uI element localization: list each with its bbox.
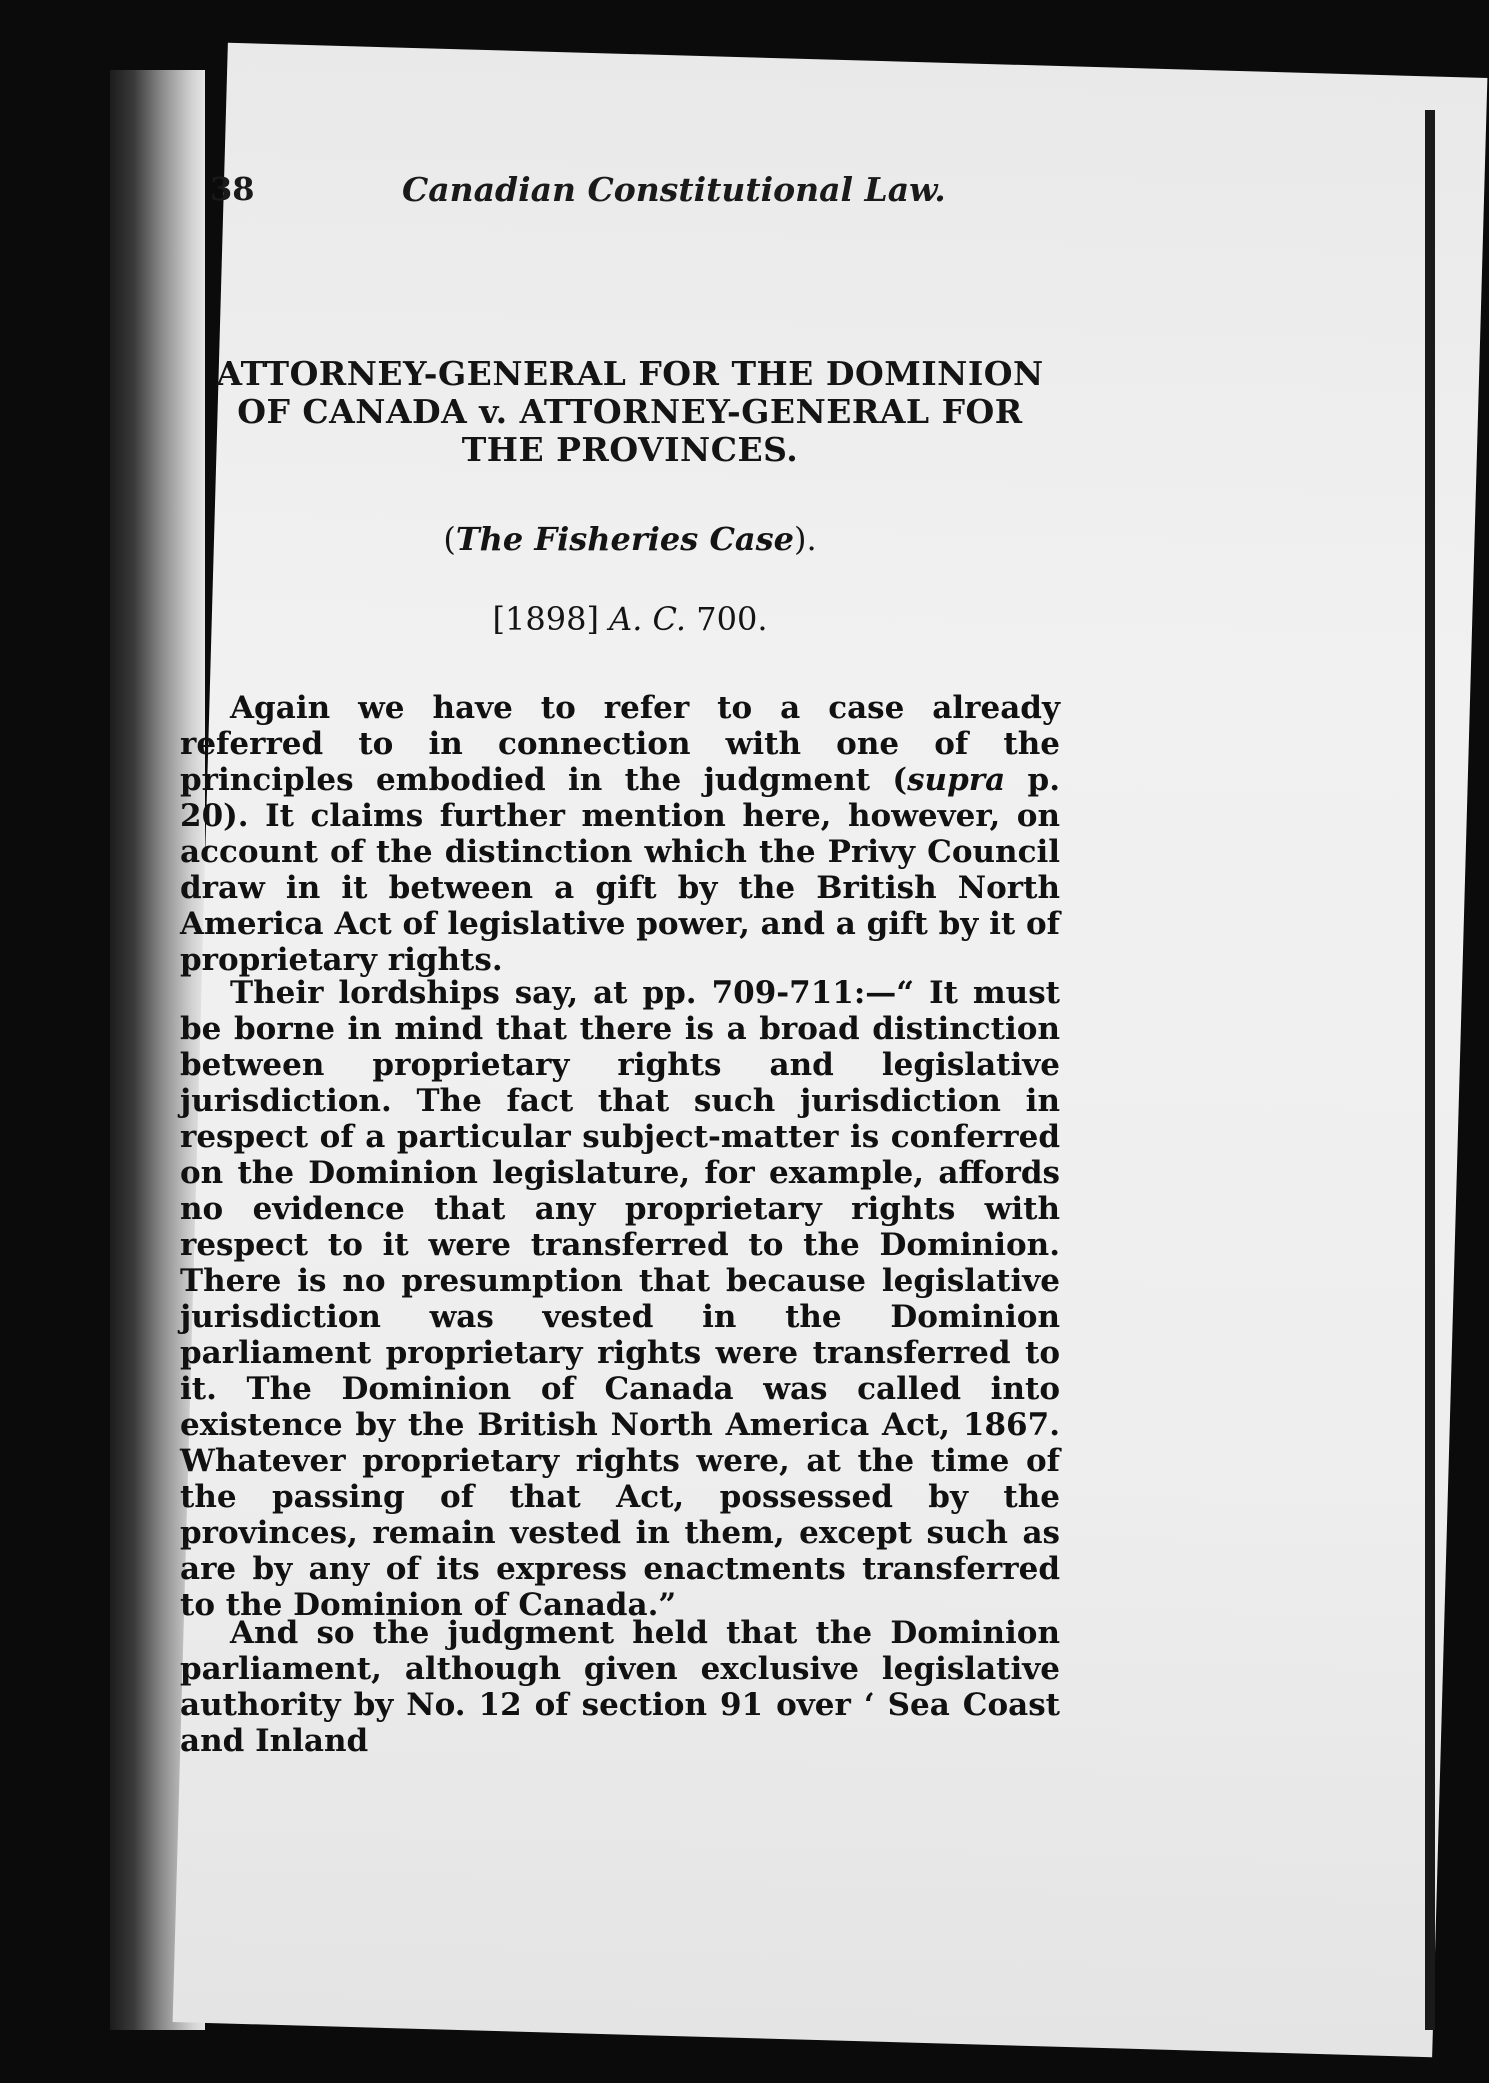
paragraph-conclusion: And so the judgment held that the Dominion parliament, although given exclusive legislative authority by No. 12 of section 91 over ‘ Sea Coast and Inland (180, 1615, 1060, 1759)
paragraph-quotation: Their lordships say, at pp. 709-711:—“ It must be borne in mind that there is a broad distinction between proprietary rights and legislative jurisdiction. The fact that such jurisdiction in respect of a particular subject-matter is conferred on the Dominion legislature, for example, affords no evidence that any proprietary rights with respect to it were transferred to the Dominion. There is no presumption that because legislative jurisdiction was vested in the Dominion parliament proprietary rights were transferred to it. The Dominion of Canada was called into existence by the British North America Act, 1867. Whatever proprietary rights were, at the time of the passing of that Act, possessed by the provinces, remain vested in them, except such as are by any of its express enactments transferred to the Dominion of Canada.” (180, 975, 1060, 1623)
running-title: Canadian Constitutional Law. (402, 170, 946, 209)
page-edge (1425, 110, 1435, 2030)
case-citation (200, 600, 1060, 638)
case-subtitle-text: The Fisheries Case (455, 520, 795, 558)
case-subtitle: (The Fisheries Case). (443, 520, 817, 558)
page-number: 38 (210, 170, 255, 208)
citation-year: [1898] (492, 600, 599, 638)
paragraph-intro-italic: supra (907, 762, 1006, 798)
paragraph-intro-part2: p. 20). It claims further mention here, however, on account of the distinction which the Privy Council draw in it between a gift by the British North America Act of legislative power, and a gift by it of proprietary rights. (180, 762, 1060, 978)
page-header (210, 170, 1110, 230)
paragraph-intro (180, 690, 1060, 978)
citation-report: A. C. (609, 600, 687, 638)
citation-page: 700. (696, 600, 768, 638)
case-title: ATTORNEY-GENERAL FOR THE DOMINION OF CANADA v. ATTORNEY-GENERAL FOR THE PROVINCES. (216, 354, 1044, 469)
paragraph-intro-part1: Again we have to refer to a case already referred to in connection with one of the principles embodied in the judgment ( (180, 690, 1060, 798)
